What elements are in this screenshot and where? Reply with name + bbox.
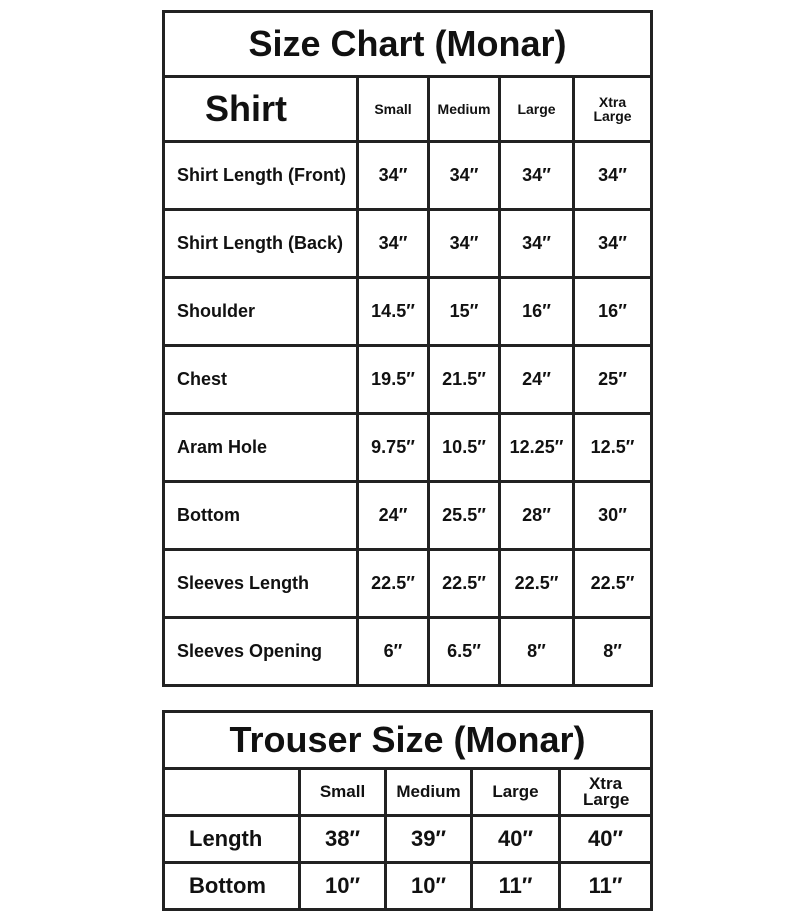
cell-value: 30″ [574, 482, 652, 550]
cell-value: 34″ [574, 210, 652, 278]
row-label: Shoulder [164, 278, 358, 346]
cell-value: 40″ [472, 816, 560, 863]
size-header-large: Large [500, 77, 574, 142]
cell-value: 10″ [300, 863, 386, 910]
cell-value: 40″ [560, 816, 652, 863]
cell-value: 22.5″ [574, 550, 652, 618]
cell-value: 15″ [429, 278, 500, 346]
cell-value: 11″ [560, 863, 652, 910]
cell-value: 34″ [574, 142, 652, 210]
row-label: Sleeves Opening [164, 618, 358, 686]
empty-header-cell [164, 769, 300, 816]
cell-value: 24″ [500, 346, 574, 414]
cell-value: 25″ [574, 346, 652, 414]
cell-value: 25.5″ [429, 482, 500, 550]
row-label: Bottom [164, 863, 300, 910]
cell-value: 34″ [429, 210, 500, 278]
cell-value: 34″ [358, 142, 429, 210]
cell-value: 10.5″ [429, 414, 500, 482]
row-label: Shirt Length (Front) [164, 142, 358, 210]
cell-value: 10″ [386, 863, 472, 910]
table-row [164, 816, 652, 863]
cell-value: 22.5″ [429, 550, 500, 618]
cell-value: 39″ [386, 816, 472, 863]
size-header-small: Small [300, 769, 386, 816]
row-label: Aram Hole [164, 414, 358, 482]
table-row [164, 550, 652, 618]
cell-value: 22.5″ [500, 550, 574, 618]
size-header-medium: Medium [429, 77, 500, 142]
size-header-large: Large [472, 769, 560, 816]
size-header-medium: Medium [386, 769, 472, 816]
row-label: Chest [164, 346, 358, 414]
table-row [164, 482, 652, 550]
size-header-small: Small [358, 77, 429, 142]
table-row [164, 142, 652, 210]
table-row [164, 414, 652, 482]
row-label: Sleeves Length [164, 550, 358, 618]
cell-value: 34″ [500, 142, 574, 210]
cell-value: 21.5″ [429, 346, 500, 414]
cell-value: 16″ [574, 278, 652, 346]
cell-value: 34″ [429, 142, 500, 210]
cell-value: 6″ [358, 618, 429, 686]
table-row [164, 863, 652, 910]
row-label: Bottom [164, 482, 358, 550]
table-row [164, 278, 652, 346]
shirt-section-label: Shirt [164, 77, 358, 142]
cell-value: 6.5″ [429, 618, 500, 686]
cell-value: 34″ [500, 210, 574, 278]
trouser-chart-title: Trouser Size (Monar) [164, 712, 652, 769]
shirt-header-row [164, 77, 652, 142]
cell-value: 24″ [358, 482, 429, 550]
trouser-header-row [164, 769, 652, 816]
table-row [164, 210, 652, 278]
cell-value: 8″ [574, 618, 652, 686]
cell-value: 22.5″ [358, 550, 429, 618]
table-row [164, 346, 652, 414]
cell-value: 9.75″ [358, 414, 429, 482]
cell-value: 12.5″ [574, 414, 652, 482]
cell-value: 14.5″ [358, 278, 429, 346]
cell-value: 38″ [300, 816, 386, 863]
cell-value: 12.25″ [500, 414, 574, 482]
size-header-xtra-large: Xtra Large [560, 769, 652, 816]
cell-value: 8″ [500, 618, 574, 686]
cell-value: 16″ [500, 278, 574, 346]
size-header-xtra-large: Xtra Large [574, 77, 652, 142]
row-label: Shirt Length (Back) [164, 210, 358, 278]
cell-value: 11″ [472, 863, 560, 910]
shirt-size-table [162, 10, 653, 687]
cell-value: 34″ [358, 210, 429, 278]
row-label: Length [164, 816, 300, 863]
cell-value: 28″ [500, 482, 574, 550]
table-row [164, 618, 652, 686]
shirt-chart-title: Size Chart (Monar) [164, 12, 652, 77]
cell-value: 19.5″ [358, 346, 429, 414]
trouser-size-table [162, 710, 653, 911]
